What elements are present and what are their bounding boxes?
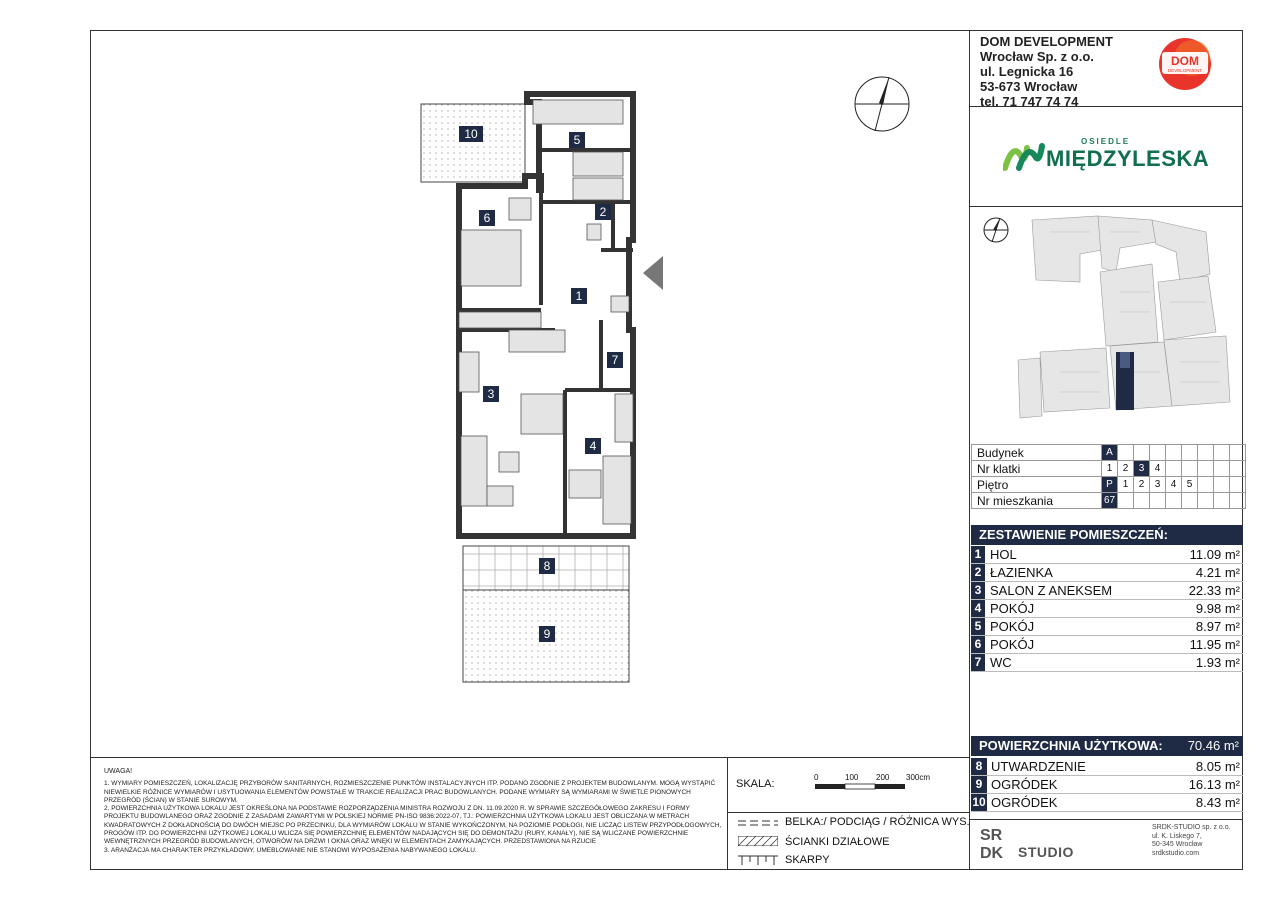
scale-tick: 300cm <box>906 773 931 782</box>
outdoor-number: 9 <box>971 776 987 793</box>
apartment-label: Nr mieszkania <box>972 493 1102 509</box>
room-name: WC <box>990 655 1012 670</box>
room-number: 2 <box>971 564 985 581</box>
slope-icon <box>738 854 778 866</box>
building-label: Budynek <box>972 445 1102 461</box>
building-row <box>972 445 1246 461</box>
room-name: POKÓJ <box>990 601 1035 616</box>
side-divider-3 <box>969 819 1243 820</box>
plan-label-3: 3 <box>487 387 495 401</box>
room-number: 3 <box>971 582 985 599</box>
bottom-divider <box>90 757 970 758</box>
outdoor-number: 10 <box>972 795 986 809</box>
room-area: 11.95 m² <box>1189 637 1240 652</box>
estate-prefix: OSIEDLE <box>1081 137 1131 146</box>
estate-name: MIĘDZYLESKA <box>1046 146 1210 171</box>
room-number: 6 <box>971 636 985 653</box>
room-area: 1.93 m² <box>1195 655 1240 670</box>
outdoor-area: 16.13 m² <box>1188 777 1240 792</box>
outdoor-name: OGRÓDEK <box>991 777 1058 792</box>
side-divider-2 <box>969 206 1243 207</box>
company-city: 53-673 Wrocław <box>980 79 1078 94</box>
company-street: ul. Legnicka 16 <box>980 64 1074 79</box>
usable-area-bar <box>971 736 1243 756</box>
floor-value: 3 <box>1150 477 1166 493</box>
stairs-row <box>972 461 1246 477</box>
stairs-label: Nr klatki <box>972 461 1102 477</box>
note-3: 3. ARANŻACJA MA CHARAKTER PRZYKŁADOWY, UMEBLOWANIE NIE STANOWI WYPOSAŻENIA NABYWANEGO LOKALU. <box>104 846 477 854</box>
legend-beam: BELKA:/ PODCIĄG / RÓŻNICA WYS. <box>785 816 970 828</box>
room-number: 1 <box>971 546 985 563</box>
scale-tick: 100 <box>845 773 859 782</box>
room-row <box>971 636 1243 654</box>
legend-partition: ŚCIANKI DZIAŁOWE <box>785 836 890 848</box>
outdoor-name: OGRÓDEK <box>991 795 1058 810</box>
floor-value: 1 <box>1118 477 1134 493</box>
scale-label: SKALA: <box>736 778 775 790</box>
scale-bar <box>815 783 911 791</box>
notes-divider <box>727 757 728 870</box>
company-name: DOM DEVELOPMENT <box>980 34 1113 49</box>
usable-area-label: POWIERZCHNIA UŻYTKOWA: <box>979 738 1163 753</box>
floor-value: 5 <box>1182 477 1198 493</box>
stairs-value: 2 <box>1118 461 1134 477</box>
svg-text:SR: SR <box>980 827 1003 844</box>
floor-value: 4 <box>1166 477 1182 493</box>
plan-label-4: 4 <box>589 439 597 453</box>
room-name: HOL <box>990 547 1017 562</box>
stairs-value: 1 <box>1102 461 1118 477</box>
svg-text:DOM: DOM <box>1171 54 1199 68</box>
floor-label: Piętro <box>972 477 1102 493</box>
plan-label-8: 8 <box>543 559 551 573</box>
plan-label-5: 5 <box>573 133 581 147</box>
north-compass-icon <box>853 75 911 133</box>
room-row <box>971 618 1243 636</box>
note-1: 1. WYMIARY POMIESZCZEŃ, LOKALIZACJĘ PRZYBORÓW SANITARNYCH, ROZMIESZCZENIE PUNKTÓW INSTALACYJNYCH ITP. PODANO ZGODNIE Z PROJEKTEM BUDOWLANYM. MOGĄ WYSTĄPIĆ NIEWIELKIE RÓŻNICE WYMIARÓW I USYTUOWANIA ELEMENTÓW POWSTAŁE W TRAKCIE REALIZACJI PRAC BUDOWLANYCH. PODANE WYMIARY SĄ WYMIARAMI W ŚWIETLE PIONOWYCH PRZEGRÓD (ŚCIAN) W STANIE SUROWYM. <box>104 780 716 804</box>
note-2: 2. POWIERZCHNIA UŻYTKOWA LOKALU JEST OKREŚLONA NA PODSTAWIE ROZPORZĄDZENIA MINISTRA ROZWOJU Z DN. 11.09.2020 R. W SPRAWIE SZCZEGÓŁOWEGO ZAKRESU I FORMY PROJEKTU BUDOWLANEGO ORAZ ZGODNIE Z ZASADAMI ZAWARTYMI W POLSKIEJ NORMIE PN-ISO 9836:2022-07, TJ.: POWIERZCHNIA UŻYTKOWA LOKALU JEST OBLICZANA W METRACH KWADRATOWYCH Z DOKŁADNOŚCIĄ DO DWÓCH MIEJSC PO PRZECINKU, DLA WYMIARÓW LOKALU W STANIE WYKOŃCZONYM, NA POZIOMIE PODŁOGI, NIE LICZĄC LISTEW PRZYPODŁOGOWYCH, PROGÓW ITP. DO POWIERZCHNI UŻYTKOWEJ LOKALU WLICZA SIĘ POWIERZCHNIĘ ELEMENTÓW NADAJĄCYCH SIĘ DO DEMONTAŻU (RURY, KANAŁY), NIE SĄ WLICZANE POWIERZCHNIE WEWNĘTRZNYCH PRZEGRÓD BUDOWLANYCH, OTWORÓW NA DRZWI I OKNA ORAZ WNĘKI W ELEMENTACH ZAMYKAJĄCYCH. PRZEDSTAWIONA NA RZUCIE <box>104 805 722 846</box>
panel-divider <box>969 30 970 870</box>
scale-tick: 0 <box>814 773 819 782</box>
room-name: SALON Z ANEKSEM <box>990 583 1113 598</box>
floor-row <box>972 477 1246 493</box>
dom-development-logo <box>1154 36 1216 92</box>
svg-text:DEVELOPMENT: DEVELOPMENT <box>1167 68 1203 73</box>
outdoor-row <box>971 776 1243 794</box>
svg-text:DK: DK <box>980 845 1004 862</box>
plan-label-9: 9 <box>543 627 551 641</box>
room-area: 4.21 m² <box>1195 565 1240 580</box>
apartment-value: 67 <box>1102 493 1118 509</box>
apartment-row <box>972 493 1246 509</box>
room-row <box>971 654 1243 672</box>
room-area: 8.97 m² <box>1195 619 1240 634</box>
floor-plan <box>415 90 675 690</box>
company-line2: Wrocław Sp. z o.o. <box>980 49 1094 64</box>
site-plan-map <box>980 212 1240 432</box>
room-number: 5 <box>971 618 985 635</box>
notes <box>104 768 724 855</box>
plan-label-2: 2 <box>599 205 607 219</box>
plan-label-6: 6 <box>483 211 491 225</box>
room-area: 22.33 m² <box>1188 583 1240 598</box>
room-row <box>971 546 1243 564</box>
outdoor-list <box>971 758 1243 812</box>
room-number: 7 <box>971 654 985 671</box>
room-row <box>971 564 1243 582</box>
floor-value: 2 <box>1134 477 1150 493</box>
room-name: POKÓJ <box>990 637 1035 652</box>
scale-tick: 200 <box>876 773 890 782</box>
company-info <box>980 34 1113 109</box>
studio-name: STUDIO <box>1018 844 1074 860</box>
rooms-list <box>971 546 1243 672</box>
plan-label-7: 7 <box>611 353 619 367</box>
room-row <box>971 600 1243 618</box>
room-row <box>971 582 1243 600</box>
notes-title: UWAGA! <box>104 768 133 775</box>
room-area: 11.09 m² <box>1189 547 1240 562</box>
usable-area-value: 70.46 m² <box>1187 738 1239 753</box>
studio-line4: srdkstudio.com <box>1152 849 1200 857</box>
floor-value-selected: P <box>1102 477 1118 493</box>
estate-logo-icon <box>1003 138 1045 172</box>
room-area: 9.98 m² <box>1195 601 1240 616</box>
rooms-header: ZESTAWIENIE POMIESZCZEŃ: <box>971 525 1243 545</box>
building-value: A <box>1102 445 1118 461</box>
beam-line-icon <box>738 819 778 827</box>
studio-line3: 50-345 Wrocław <box>1152 841 1203 848</box>
scale-divider <box>727 812 970 813</box>
stairs-value-selected: 3 <box>1134 461 1150 477</box>
outdoor-row <box>971 758 1243 776</box>
company-phone: tel. 71 747 74 74 <box>980 94 1079 109</box>
room-name: POKÓJ <box>990 619 1035 634</box>
outdoor-number: 8 <box>971 758 987 775</box>
outdoor-row <box>971 794 1243 812</box>
legend-slopes: SKARPY <box>785 854 830 866</box>
studio-address <box>1152 824 1231 858</box>
partition-wall-icon <box>738 836 778 846</box>
room-number: 4 <box>971 600 985 617</box>
apartment-info-table <box>971 444 1246 509</box>
outdoor-area: 8.05 m² <box>1195 759 1240 774</box>
plan-label-1: 1 <box>575 289 583 303</box>
studio-line2: ul. K. Liskego 7, <box>1152 832 1202 840</box>
outdoor-area: 8.43 m² <box>1195 795 1240 810</box>
stairs-value: 4 <box>1150 461 1166 477</box>
room-name: ŁAZIENKA <box>990 565 1053 580</box>
studio-line1: SRDK-STUDIO sp. z o.o. <box>1152 824 1231 831</box>
plan-label-10: 10 <box>464 127 478 141</box>
outdoor-name: UTWARDZENIE <box>991 759 1086 774</box>
